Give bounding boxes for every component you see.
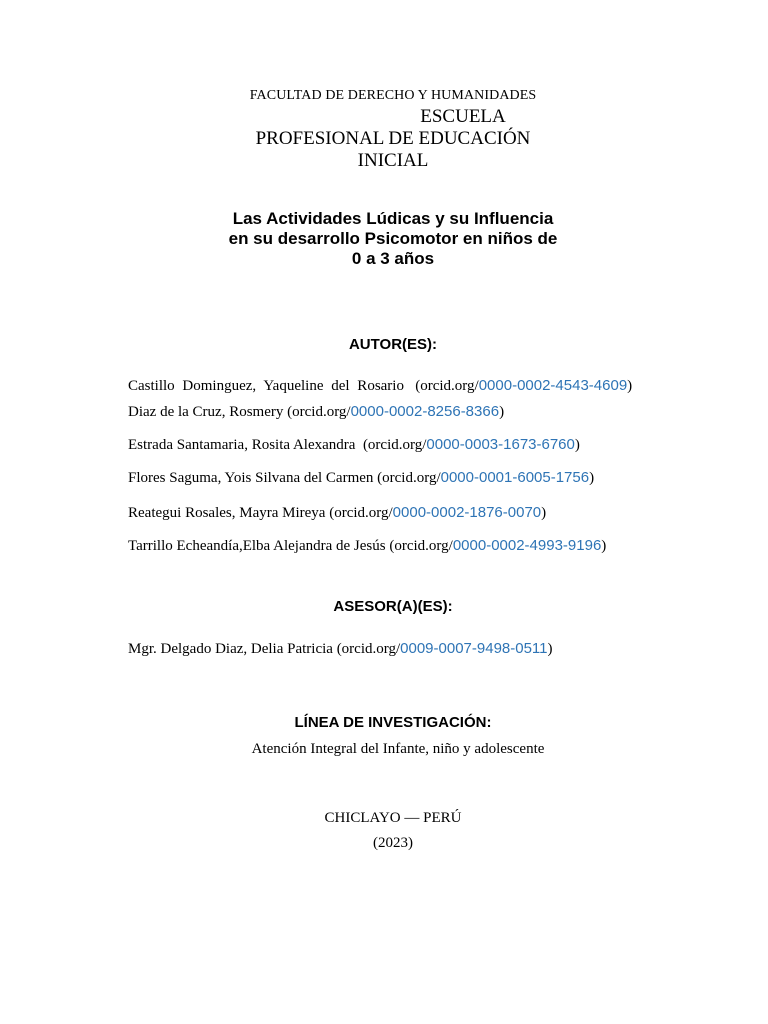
- city-country: CHICLAYO — PERÚ: [324, 810, 462, 826]
- advisor-name: Mgr. Delgado Diaz, Delia Patricia: [128, 641, 333, 657]
- orcid-link[interactable]: 0000-0002-8256-8366: [350, 403, 500, 420]
- orcid-suffix: ): [574, 437, 580, 453]
- orcid-prefix: (orcid.org/: [283, 404, 351, 420]
- author-name: Tarrillo Echeandía,Elba Alejandra de Jesús: [128, 538, 386, 554]
- orcid-prefix: (orcid.org/: [373, 470, 441, 486]
- orcid-prefix: (orcid.org/: [325, 505, 393, 521]
- school-name-line-2: PROFESIONAL DE EDUCACIÓN: [255, 128, 531, 149]
- orcid-link[interactable]: 0009-0007-9498-0511: [400, 640, 548, 657]
- orcid-link[interactable]: 0000-0001-6005-1756: [440, 469, 590, 486]
- orcid-prefix: (orcid.org/: [332, 641, 401, 657]
- authors-heading: AUTOR(ES):: [348, 336, 438, 353]
- thesis-title-line-2: en su desarrollo Psicomotor en niños de: [228, 229, 558, 248]
- author-entry: [128, 504, 546, 522]
- school-name: [0, 106, 768, 172]
- orcid-link[interactable]: 0000-0002-4993-9196: [452, 537, 602, 554]
- author-name: Castillo Dominguez, Yaqueline del Rosario: [128, 378, 404, 394]
- orcid-prefix: (orcid.org/: [355, 437, 427, 453]
- orcid-prefix: (orcid.org/: [403, 378, 479, 394]
- orcid-link[interactable]: 0000-0003-1673-6760: [426, 436, 575, 453]
- thesis-title-line-1: Las Actividades Lúdicas y su Influencia: [232, 209, 554, 228]
- author-name: Diaz de la Cruz, Rosmery: [128, 404, 284, 420]
- author-entry: [128, 436, 580, 454]
- orcid-prefix: (orcid.org/: [385, 538, 453, 554]
- orcid-link[interactable]: 0000-0002-1876-0070: [392, 504, 542, 521]
- author-name: Reategui Rosales, Mayra Mireya: [128, 505, 326, 521]
- school-name-line-1: ESCUELA: [420, 106, 506, 127]
- orcid-suffix: ): [601, 538, 607, 554]
- advisors-heading: ASESOR(A)(ES):: [333, 598, 453, 615]
- author-name: Estrada Santamaria, Rosita Alexandra: [128, 437, 356, 453]
- author-entry: [128, 377, 632, 395]
- author-entry: [128, 403, 504, 421]
- orcid-suffix: ): [499, 404, 505, 420]
- faculty-name: FACULTAD DE DERECHO Y HUMANIDADES: [249, 88, 537, 103]
- thesis-title-line-3: 0 a 3 años: [351, 249, 435, 268]
- research-line-heading: LÍNEA DE INVESTIGACIÓN:: [294, 714, 492, 731]
- orcid-link[interactable]: 0000-0002-4543-4609: [478, 377, 628, 394]
- orcid-suffix: ): [541, 505, 547, 521]
- year: (2023): [373, 835, 413, 851]
- author-entry: [128, 469, 594, 487]
- author-entry: [128, 537, 606, 555]
- orcid-suffix: ): [589, 470, 595, 486]
- research-line-text: Atención Integral del Infante, niño y adolescente: [251, 741, 545, 757]
- thesis-title: [0, 209, 768, 269]
- advisor-entry: [128, 640, 553, 658]
- orcid-suffix: ): [627, 378, 633, 394]
- orcid-suffix: ): [547, 641, 553, 657]
- author-name: Flores Saguma, Yois Silvana del Carmen: [128, 470, 374, 486]
- school-name-line-3: INICIAL: [357, 150, 429, 171]
